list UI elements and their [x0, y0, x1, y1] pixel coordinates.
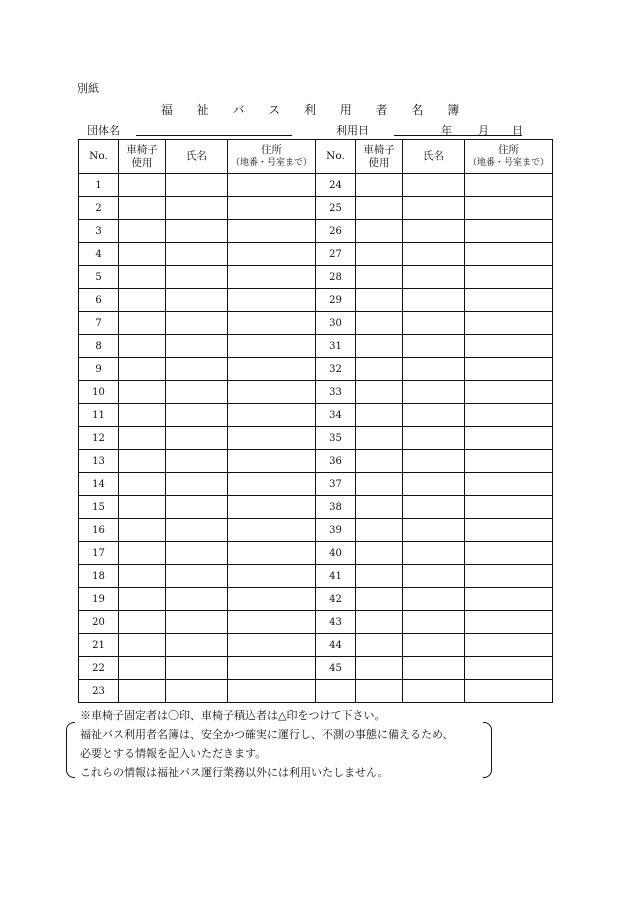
table-row [79, 634, 553, 657]
row-number-left: 16 [79, 519, 119, 542]
row-number-left: 6 [79, 289, 119, 312]
name-cell-left[interactable] [166, 588, 228, 611]
wheelchair-cell-right[interactable] [356, 358, 403, 381]
row-number-left: 14 [79, 473, 119, 496]
header-address [465, 140, 553, 174]
info-line-1: 福祉バス利用者名簿は、安全かつ確実に運行し、不測の事態に備えるため、 [80, 728, 454, 741]
row-number-right: 37 [316, 473, 356, 496]
roster-body [79, 174, 553, 703]
row-number-right: 38 [316, 496, 356, 519]
address-cell-right[interactable] [465, 289, 553, 312]
header-no: No. [79, 140, 119, 174]
row-number-right: 31 [316, 335, 356, 358]
name-cell-right[interactable] [403, 680, 465, 703]
address-cell-right[interactable] [465, 220, 553, 243]
name-cell-left[interactable] [166, 220, 228, 243]
address-cell-right[interactable] [465, 634, 553, 657]
roster-table [78, 139, 553, 703]
wheelchair-cell-right[interactable] [356, 473, 403, 496]
row-number-left: 4 [79, 243, 119, 266]
header-wheelchair-line2: 使用 [131, 156, 153, 169]
address-cell-right[interactable] [465, 266, 553, 289]
address-cell-right[interactable] [465, 680, 553, 703]
name-cell-right[interactable] [403, 473, 465, 496]
row-number-left: 3 [79, 220, 119, 243]
wheelchair-cell-left[interactable] [119, 381, 166, 404]
info-bracket-left [66, 722, 75, 778]
row-number-right: 28 [316, 266, 356, 289]
name-cell-right[interactable] [403, 542, 465, 565]
name-cell-left[interactable] [166, 427, 228, 450]
row-number-right: 32 [316, 358, 356, 381]
name-cell-right[interactable] [403, 197, 465, 220]
wheelchair-cell-right[interactable] [356, 243, 403, 266]
name-cell-left[interactable] [166, 542, 228, 565]
use-date-field[interactable] [394, 135, 522, 136]
row-number-right: 26 [316, 220, 356, 243]
name-cell-left[interactable] [166, 381, 228, 404]
name-cell-left[interactable] [166, 519, 228, 542]
name-cell-right[interactable] [403, 657, 465, 680]
wheelchair-cell-left[interactable] [119, 312, 166, 335]
row-number-right: 40 [316, 542, 356, 565]
address-cell-left[interactable] [228, 174, 316, 197]
name-cell-right[interactable] [403, 266, 465, 289]
name-cell-right[interactable] [403, 450, 465, 473]
row-number-left: 5 [79, 266, 119, 289]
row-number-right: 45 [316, 657, 356, 680]
table-row [79, 565, 553, 588]
wheelchair-cell-left[interactable] [119, 588, 166, 611]
address-cell-right[interactable] [465, 358, 553, 381]
row-number-right: 29 [316, 289, 356, 312]
name-cell-right[interactable] [403, 634, 465, 657]
row-number-right: 33 [316, 381, 356, 404]
name-cell-left[interactable] [166, 657, 228, 680]
wheelchair-cell-right[interactable] [356, 496, 403, 519]
row-number-left: 20 [79, 611, 119, 634]
row-number-left: 15 [79, 496, 119, 519]
wheelchair-cell-left[interactable] [119, 197, 166, 220]
address-cell-left[interactable] [228, 197, 316, 220]
name-cell-right[interactable] [403, 174, 465, 197]
address-cell-left[interactable] [228, 335, 316, 358]
wheelchair-cell-right[interactable] [356, 289, 403, 312]
name-cell-right[interactable] [403, 220, 465, 243]
name-cell-left[interactable] [166, 680, 228, 703]
row-number-right: 44 [316, 634, 356, 657]
name-cell-right[interactable] [403, 289, 465, 312]
header-name: 氏名 [403, 140, 465, 174]
wheelchair-cell-right[interactable] [356, 565, 403, 588]
header-address-line1: 住所 [261, 143, 282, 156]
name-cell-right[interactable] [403, 243, 465, 266]
table-row [79, 174, 553, 197]
wheelchair-note: ※車椅子固定者は〇印、車椅子積込者は△印をつけて下さい。 [80, 709, 386, 722]
address-cell-right[interactable] [465, 565, 553, 588]
name-cell-left[interactable] [166, 289, 228, 312]
name-cell-left[interactable] [166, 335, 228, 358]
name-cell-left[interactable] [166, 404, 228, 427]
address-cell-left[interactable] [228, 496, 316, 519]
wheelchair-cell-left[interactable] [119, 473, 166, 496]
row-number-left: 8 [79, 335, 119, 358]
year-unit: 年 [441, 124, 452, 137]
row-number-left: 18 [79, 565, 119, 588]
address-cell-left[interactable] [228, 450, 316, 473]
row-number-left: 13 [79, 450, 119, 473]
header-address-line1: 住所 [498, 143, 519, 156]
row-number-left: 23 [79, 680, 119, 703]
row-number-left: 22 [79, 657, 119, 680]
name-cell-right[interactable] [403, 588, 465, 611]
name-cell-left[interactable] [166, 611, 228, 634]
row-number-left: 9 [79, 358, 119, 381]
header-wheelchair [119, 140, 166, 174]
wheelchair-cell-right[interactable] [356, 220, 403, 243]
wheelchair-cell-right[interactable] [356, 197, 403, 220]
name-cell-left[interactable] [166, 174, 228, 197]
name-cell-right[interactable] [403, 335, 465, 358]
wheelchair-cell-left[interactable] [119, 427, 166, 450]
name-cell-left[interactable] [166, 197, 228, 220]
table-row [79, 519, 553, 542]
address-cell-left[interactable] [228, 358, 316, 381]
address-cell-right[interactable] [465, 450, 553, 473]
wheelchair-cell-right[interactable] [356, 519, 403, 542]
name-cell-left[interactable] [166, 565, 228, 588]
address-cell-left[interactable] [228, 542, 316, 565]
wheelchair-cell-left[interactable] [119, 542, 166, 565]
address-cell-left[interactable] [228, 427, 316, 450]
wheelchair-cell-left[interactable] [119, 611, 166, 634]
wheelchair-cell-left[interactable] [119, 680, 166, 703]
name-cell-right[interactable] [403, 404, 465, 427]
table-row [79, 381, 553, 404]
info-line-3: これらの情報は福祉バス運行業務以外には利用いたしません。 [80, 766, 389, 779]
wheelchair-cell-left[interactable] [119, 634, 166, 657]
name-cell-left[interactable] [166, 312, 228, 335]
address-cell-left[interactable] [228, 220, 316, 243]
table-row [79, 220, 553, 243]
row-number-right: 34 [316, 404, 356, 427]
table-row [79, 611, 553, 634]
wheelchair-cell-left[interactable] [119, 243, 166, 266]
header-name: 氏名 [166, 140, 228, 174]
row-number-left: 10 [79, 381, 119, 404]
address-cell-left[interactable] [228, 473, 316, 496]
group-name-label: 団体名 [87, 124, 120, 137]
wheelchair-cell-left[interactable] [119, 519, 166, 542]
wheelchair-cell-left[interactable] [119, 358, 166, 381]
wheelchair-cell-left[interactable] [119, 220, 166, 243]
address-cell-left[interactable] [228, 657, 316, 680]
wheelchair-cell-right[interactable] [356, 588, 403, 611]
address-cell-right[interactable] [465, 588, 553, 611]
address-cell-right[interactable] [465, 174, 553, 197]
table-row [79, 197, 553, 220]
row-number-right: 39 [316, 519, 356, 542]
address-cell-right[interactable] [465, 542, 553, 565]
table-row [79, 657, 553, 680]
table-row [79, 542, 553, 565]
address-cell-left[interactable] [228, 588, 316, 611]
wheelchair-cell-right[interactable] [356, 312, 403, 335]
table-header-row [79, 140, 553, 174]
name-cell-left[interactable] [166, 358, 228, 381]
row-number-right [316, 680, 356, 703]
month-unit: 月 [478, 124, 489, 137]
table-row [79, 473, 553, 496]
wheelchair-cell-left[interactable] [119, 657, 166, 680]
name-cell-right[interactable] [403, 565, 465, 588]
row-number-right: 41 [316, 565, 356, 588]
name-cell-left[interactable] [166, 473, 228, 496]
page-title: 福 祉 バ ス 利 用 者 名 簿 [160, 103, 470, 117]
address-cell-right[interactable] [465, 243, 553, 266]
wheelchair-cell-left[interactable] [119, 450, 166, 473]
address-cell-left[interactable] [228, 243, 316, 266]
table-row [79, 335, 553, 358]
wheelchair-cell-right[interactable] [356, 335, 403, 358]
wheelchair-cell-left[interactable] [119, 404, 166, 427]
wheelchair-cell-right[interactable] [356, 381, 403, 404]
address-cell-left[interactable] [228, 404, 316, 427]
row-number-left: 2 [79, 197, 119, 220]
row-number-right: 43 [316, 611, 356, 634]
header-address [228, 140, 316, 174]
row-number-right: 24 [316, 174, 356, 197]
name-cell-right[interactable] [403, 312, 465, 335]
wheelchair-cell-right[interactable] [356, 680, 403, 703]
table-row [79, 404, 553, 427]
name-cell-right[interactable] [403, 381, 465, 404]
table-row [79, 450, 553, 473]
table-row [79, 312, 553, 335]
row-number-left: 21 [79, 634, 119, 657]
table-row [79, 680, 553, 703]
address-cell-right[interactable] [465, 427, 553, 450]
address-cell-left[interactable] [228, 312, 316, 335]
wheelchair-cell-right[interactable] [356, 174, 403, 197]
name-cell-right[interactable] [403, 427, 465, 450]
table-row [79, 243, 553, 266]
wheelchair-cell-left[interactable] [119, 266, 166, 289]
address-cell-right[interactable] [465, 404, 553, 427]
name-cell-left[interactable] [166, 634, 228, 657]
table-row [79, 427, 553, 450]
address-cell-left[interactable] [228, 611, 316, 634]
address-cell-left[interactable] [228, 565, 316, 588]
wheelchair-cell-left[interactable] [119, 289, 166, 312]
name-cell-left[interactable] [166, 243, 228, 266]
row-number-left: 17 [79, 542, 119, 565]
name-cell-right[interactable] [403, 358, 465, 381]
row-number-right: 36 [316, 450, 356, 473]
wheelchair-cell-right[interactable] [356, 404, 403, 427]
name-cell-left[interactable] [166, 450, 228, 473]
name-cell-left[interactable] [166, 496, 228, 519]
address-cell-right[interactable] [465, 473, 553, 496]
info-bracket-right [483, 722, 492, 778]
wheelchair-cell-right[interactable] [356, 450, 403, 473]
wheelchair-cell-left[interactable] [119, 496, 166, 519]
wheelchair-cell-right[interactable] [356, 542, 403, 565]
table-row [79, 588, 553, 611]
row-number-right: 25 [316, 197, 356, 220]
wheelchair-cell-left[interactable] [119, 335, 166, 358]
address-cell-right[interactable] [465, 381, 553, 404]
day-unit: 日 [512, 124, 523, 137]
row-number-left: 7 [79, 312, 119, 335]
header-no: No. [316, 140, 356, 174]
header-wheelchair-line1: 車椅子 [363, 143, 395, 156]
wheelchair-cell-right[interactable] [356, 611, 403, 634]
wheelchair-cell-right[interactable] [356, 266, 403, 289]
name-cell-right[interactable] [403, 611, 465, 634]
address-cell-right[interactable] [465, 519, 553, 542]
address-cell-left[interactable] [228, 381, 316, 404]
row-number-left: 1 [79, 174, 119, 197]
wheelchair-cell-right[interactable] [356, 634, 403, 657]
header-address-line2: （地番・号室まで） [230, 157, 312, 168]
header-wheelchair [356, 140, 403, 174]
address-cell-right[interactable] [465, 657, 553, 680]
wheelchair-cell-right[interactable] [356, 657, 403, 680]
table-row [79, 289, 553, 312]
header-wheelchair-line2: 使用 [368, 156, 390, 169]
wheelchair-cell-left[interactable] [119, 565, 166, 588]
use-date-label: 利用日 [336, 124, 369, 137]
row-number-left: 19 [79, 588, 119, 611]
address-cell-left[interactable] [228, 266, 316, 289]
row-number-left: 12 [79, 427, 119, 450]
attachment-label: 別紙 [77, 82, 99, 95]
address-cell-left[interactable] [228, 289, 316, 312]
address-cell-right[interactable] [465, 197, 553, 220]
address-cell-right[interactable] [465, 335, 553, 358]
row-number-left: 11 [79, 404, 119, 427]
address-cell-right[interactable] [465, 312, 553, 335]
header-wheelchair-line1: 車椅子 [126, 143, 158, 156]
group-name-field[interactable] [136, 135, 292, 136]
name-cell-right[interactable] [403, 496, 465, 519]
row-number-right: 35 [316, 427, 356, 450]
row-number-right: 27 [316, 243, 356, 266]
table-row [79, 358, 553, 381]
header-address-line2: （地番・号室まで） [467, 157, 549, 168]
address-cell-left[interactable] [228, 519, 316, 542]
row-number-right: 42 [316, 588, 356, 611]
row-number-right: 30 [316, 312, 356, 335]
wheelchair-cell-left[interactable] [119, 174, 166, 197]
name-cell-left[interactable] [166, 266, 228, 289]
address-cell-left[interactable] [228, 680, 316, 703]
info-line-2: 必要とする情報を記入いただきます。 [80, 747, 267, 760]
table-row [79, 266, 553, 289]
address-cell-right[interactable] [465, 611, 553, 634]
address-cell-right[interactable] [465, 496, 553, 519]
wheelchair-cell-right[interactable] [356, 427, 403, 450]
address-cell-left[interactable] [228, 634, 316, 657]
table-row [79, 496, 553, 519]
name-cell-right[interactable] [403, 519, 465, 542]
